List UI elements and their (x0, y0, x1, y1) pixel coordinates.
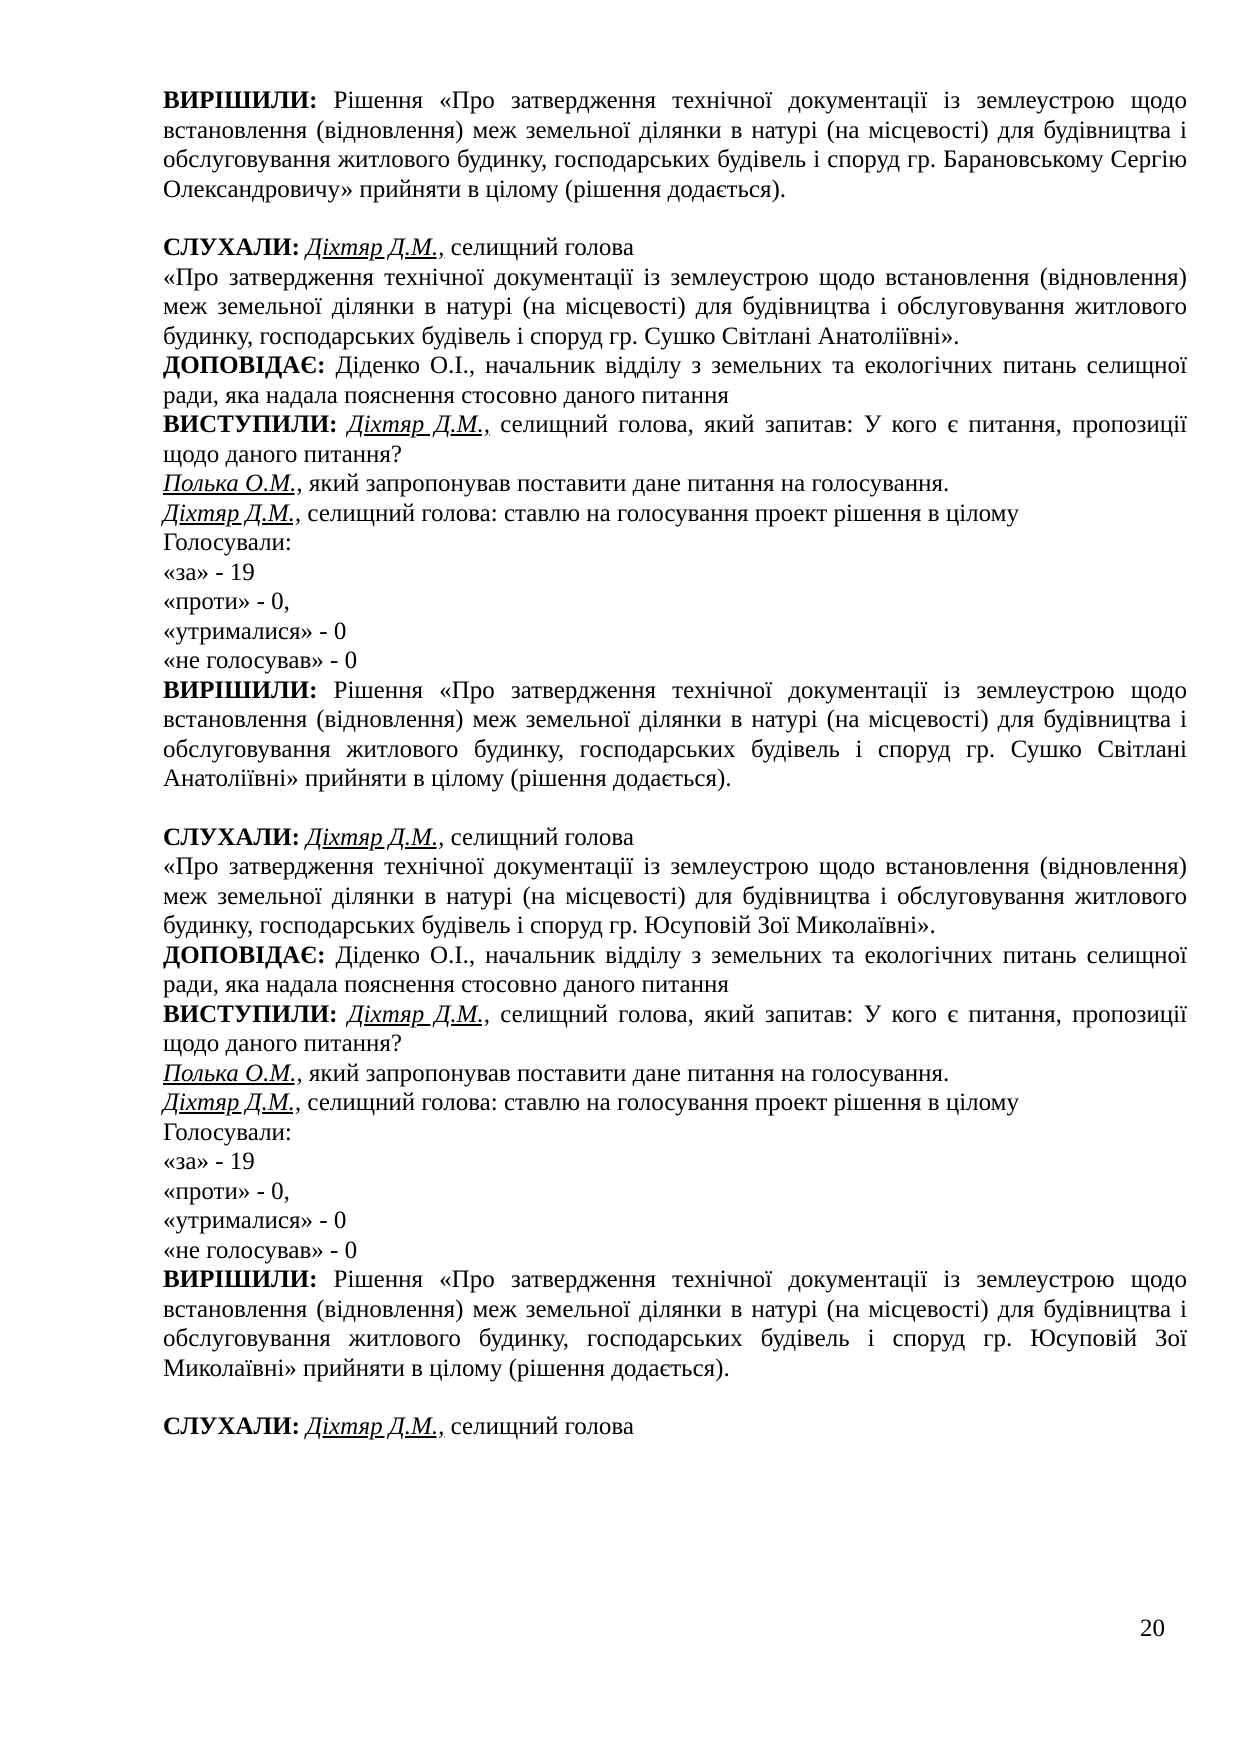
heard-line (163, 823, 1187, 853)
decided-label: ВИРІШИЛИ: (163, 1266, 318, 1293)
vote-not-voted: «не голосував» - 0 (163, 1236, 358, 1264)
report-text: Діденко О.І., начальник відділу з земельних та екологічних питань селищної ради, яка надала пояснення стосовно даного питання (163, 352, 1187, 409)
vote-abstained: «утрималися» - 0 (163, 1207, 347, 1234)
vote-call-line (163, 1088, 1187, 1118)
voted-label: Голосували: (163, 1118, 292, 1146)
proposal-text: який запропонував поставити дане питання на голосування. (302, 470, 950, 497)
speaker-title: селищний голова (444, 823, 634, 851)
vote-for: «за» - 19 (163, 558, 255, 586)
decision-paragraph (163, 86, 1187, 204)
speaker-title: селищний голова (444, 234, 634, 261)
speaker-name: Діхтяр Д.М., (306, 1413, 445, 1440)
vote-call-text: селищний голова: ставлю на голосування проект рішення в цілому (301, 1089, 1019, 1116)
topic-paragraph: «Про затвердження технічної документації із землеустрою щодо встановлення (відновлення) меж земельної ділянки в натурі (на місцевості) для будівництва і обслуговування житлового будинку, господарських будівель і споруд гр. Сушко Світлані Анатоліївні». (163, 263, 1187, 350)
page-number: 20 (1140, 1615, 1165, 1642)
report-paragraph (163, 351, 1187, 410)
decision-paragraph (163, 676, 1187, 794)
vote-not-voted: «не голосував» - 0 (163, 647, 358, 674)
spacer (163, 794, 1187, 823)
proposal-text: який запропонував поставити дане питання на голосування. (302, 1059, 950, 1087)
decision-paragraph (163, 1265, 1187, 1383)
speaker-name: Діхтяр Д.М., (347, 411, 490, 438)
vote-call-line (163, 499, 1187, 529)
speaker-title: селищний голова (444, 1413, 634, 1440)
topic-paragraph: «Про затвердження технічної документації із землеустрою щодо встановлення (відновлення) меж земельної ділянки в натурі (на місцевості) для будівництва і обслуговування житлового будинку, господарських будівель і споруд гр. Юсуповій Зої Миколаївні». (163, 853, 1187, 939)
document-page (163, 86, 1187, 1442)
spoke-label: ВИСТУПИЛИ: (163, 411, 338, 438)
spacer (163, 204, 1187, 233)
heard-label: СЛУХАЛИ: (163, 823, 300, 851)
speaker-name: Діхтяр Д.М., (347, 1000, 490, 1028)
spoke-text: селищний голова, який запитав: У кого є питання, пропозиції щодо даного питання? (163, 1000, 1187, 1057)
spoke-paragraph (163, 410, 1187, 469)
heard-label: СЛУХАЛИ: (163, 1413, 300, 1440)
proposal-line (163, 469, 1187, 499)
report-paragraph (163, 941, 1187, 1000)
vote-for: «за» - 19 (163, 1148, 255, 1175)
speaker-name: Діхтяр Д.М., (306, 234, 445, 261)
heard-line (163, 1412, 1187, 1442)
speaker-name: Діхтяр Д.М., (306, 823, 445, 851)
vote-abstained: «утрималися» - 0 (163, 617, 347, 645)
speaker-name: Діхтяр Д.М., (163, 1089, 302, 1116)
reports-label: ДОПОВІДАЄ: (163, 941, 326, 969)
proposal-line (163, 1059, 1187, 1089)
speaker-name: Полька О.М., (163, 1059, 303, 1087)
spoke-paragraph (163, 1000, 1187, 1059)
spacer (163, 1383, 1187, 1412)
speaker-name: Полька О.М., (163, 470, 303, 497)
voted-label: Голосували: (163, 529, 292, 556)
spoke-label: ВИСТУПИЛИ: (163, 1000, 338, 1028)
vote-call-text: селищний голова: ставлю на голосування проект рішення в цілому (301, 499, 1019, 527)
vote-against: «проти» - 0, (163, 1177, 290, 1205)
vote-against: «проти» - 0, (163, 588, 290, 615)
decision-text: Рішення «Про затвердження технічної документації із землеустрою щодо встановлення (відновлення) меж земельної ділянки в натурі (на місцевості) для будівництва і обслуговування житлового будинку, господарських будівель і споруд гр. Сушко Світлані Анатоліївні» прийняти в цілому (рішення додається). (163, 676, 1187, 792)
decision-text: Рішення «Про затвердження технічної документації із землеустрою щодо встановлення (відновлення) меж земельної ділянки в натурі (на місцевості) для будівництва і обслуговування житлового будинку, господарських будівель і споруд гр. Барановському Сергію Олександровичу» прийняти в цілому (рішення додається). (163, 87, 1187, 203)
reports-label: ДОПОВІДАЄ: (163, 352, 326, 379)
heard-line (163, 233, 1187, 263)
decided-label: ВИРІШИЛИ: (163, 87, 318, 114)
heard-label: СЛУХАЛИ: (163, 234, 300, 261)
decided-label: ВИРІШИЛИ: (163, 676, 318, 704)
decision-text: Рішення «Про затвердження технічної документації із землеустрою щодо встановлення (відновлення) меж земельної ділянки в натурі (на місцевості) для будівництва і обслуговування житлового будинку, господарських будівель і споруд гр. Юсуповій Зої Миколаївні» прийняти в цілому (рішення додається). (163, 1266, 1187, 1382)
spoke-text: селищний голова, який запитав: У кого є питання, пропозиції щодо даного питання? (163, 411, 1187, 468)
report-text: Діденко О.І., начальник відділу з земельних та екологічних питань селищної ради, яка надала пояснення стосовно даного питання (163, 941, 1187, 998)
speaker-name: Діхтяр Д.М., (163, 499, 302, 527)
